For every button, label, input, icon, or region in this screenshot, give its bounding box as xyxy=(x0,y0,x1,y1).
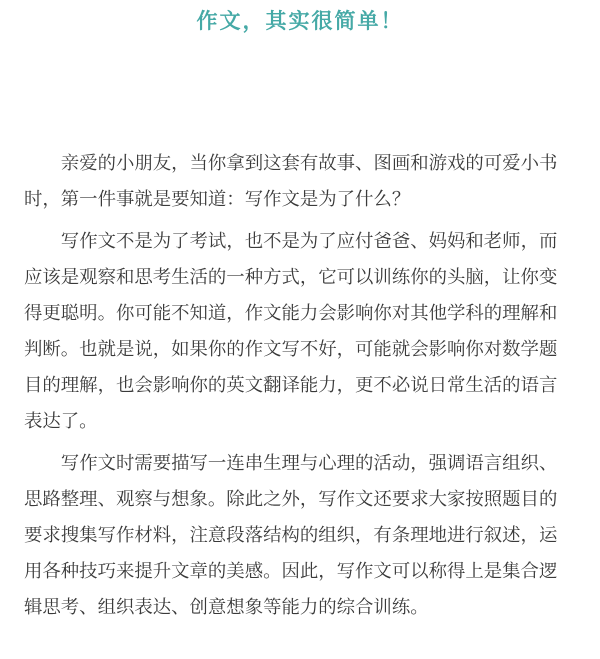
paragraph-line: 辑思考、组织表达、创意想象等能力的综合训练。 xyxy=(24,597,429,618)
paragraph-line: 亲爱的小朋友，当你拿到这套有故事、图画和游戏的可爱小书 xyxy=(60,153,558,174)
paragraph-line: 判断。也就是说，如果你的作文写不好，可能就会影响你对数学题 xyxy=(24,339,558,360)
paragraph-line: 思路整理、观察与想象。除此之外，写作文还要求大家按照题目的 xyxy=(24,489,558,510)
paragraph-line: 写作文时需要描写一连串生理与心理的活动，强调语言组织、 xyxy=(60,453,558,474)
paragraph-line: 时，第一件事就是要知道：写作文是为了什么？ xyxy=(24,189,411,210)
article-body xyxy=(24,146,576,626)
article-title: 作文，其实很简单！ xyxy=(196,9,404,33)
paragraph-line: 要求搜集写作材料，注意段落结构的组织，有条理地进行叙述，运 xyxy=(24,525,558,546)
paragraph-line: 表达了。 xyxy=(24,411,98,432)
paragraph-1 xyxy=(24,146,576,218)
paragraph-line: 得更聪明。你可能不知道，作文能力会影响你对其他学科的理解和 xyxy=(24,303,558,324)
paragraph-2 xyxy=(24,224,576,440)
paragraph-3 xyxy=(24,446,576,626)
paragraph-line: 应该是观察和思考生活的一种方式，它可以训练你的头脑，让你变 xyxy=(24,267,558,288)
paragraph-line: 用各种技巧来提升文章的美感。因此，写作文可以称得上是集合逻 xyxy=(24,561,558,582)
paragraph-line: 目的理解，也会影响你的英文翻译能力，更不必说日常生活的语言 xyxy=(24,375,558,396)
paragraph-line: 写作文不是为了考试，也不是为了应付爸爸、妈妈和老师，而 xyxy=(60,231,558,252)
